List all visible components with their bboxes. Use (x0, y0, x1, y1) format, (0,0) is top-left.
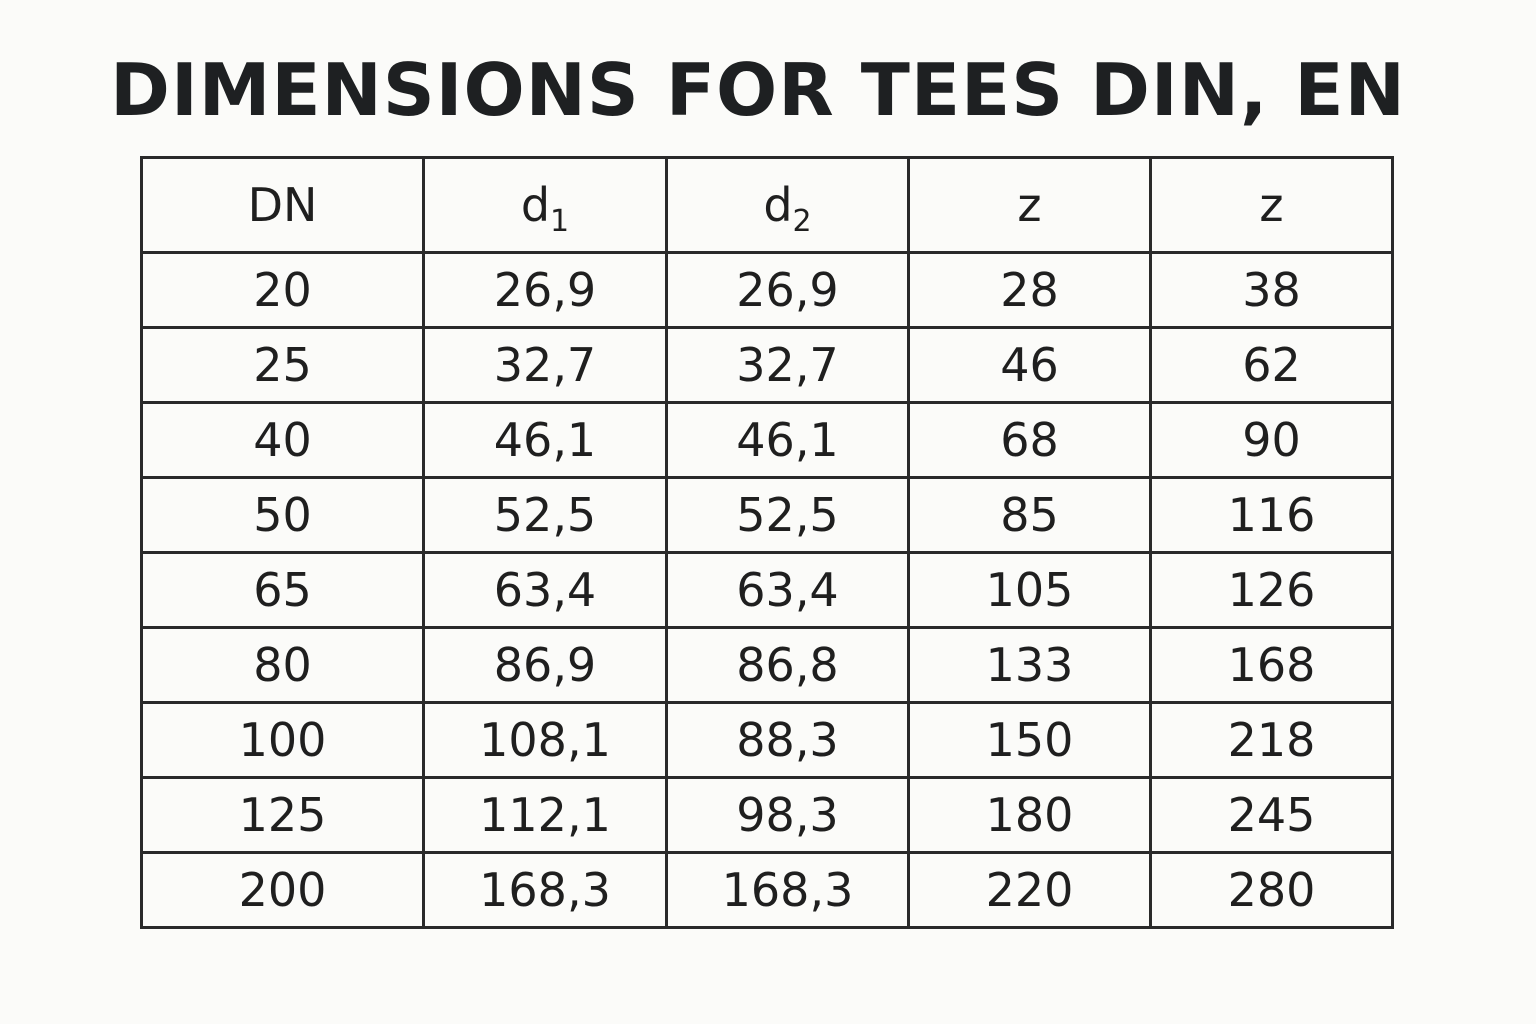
table-row (142, 553, 1393, 628)
cell-d1: 46,1 (424, 403, 667, 478)
dimensions-table-container (140, 156, 1394, 929)
cell-z-2: 245 (1151, 778, 1393, 853)
cell-d2: 46,1 (667, 403, 909, 478)
cell-d1: 108,1 (424, 703, 667, 778)
cell-z-2: 218 (1151, 703, 1393, 778)
cell-d1: 32,7 (424, 328, 667, 403)
table-row (142, 253, 1393, 328)
cell-d1: 112,1 (424, 778, 667, 853)
cell-dn: 25 (142, 328, 424, 403)
cell-d2: 63,4 (667, 553, 909, 628)
cell-dn: 65 (142, 553, 424, 628)
cell-dn: 50 (142, 478, 424, 553)
cell-dn: 40 (142, 403, 424, 478)
dimensions-table (140, 156, 1394, 929)
header-label: z (1017, 178, 1042, 232)
cell-dn: 200 (142, 853, 424, 928)
cell-z-2: 280 (1151, 853, 1393, 928)
cell-dn: 125 (142, 778, 424, 853)
cell-d2: 26,9 (667, 253, 909, 328)
header-z-2 (1151, 158, 1393, 253)
cell-z-1: 85 (909, 478, 1151, 553)
cell-d2: 98,3 (667, 778, 909, 853)
header-d2 (667, 158, 909, 253)
cell-z-1: 180 (909, 778, 1151, 853)
table-body (142, 253, 1393, 928)
cell-d1: 26,9 (424, 253, 667, 328)
cell-z-1: 150 (909, 703, 1151, 778)
table-row (142, 478, 1393, 553)
cell-z-2: 126 (1151, 553, 1393, 628)
cell-dn: 80 (142, 628, 424, 703)
cell-z-2: 62 (1151, 328, 1393, 403)
cell-z-2: 90 (1151, 403, 1393, 478)
header-subscript: 1 (550, 204, 570, 239)
cell-d2: 32,7 (667, 328, 909, 403)
cell-z-1: 28 (909, 253, 1151, 328)
page-title: DIMENSIONS FOR TEES DIN, EN (110, 48, 1406, 132)
cell-dn: 100 (142, 703, 424, 778)
table-header-row (142, 158, 1393, 253)
cell-z-1: 220 (909, 853, 1151, 928)
cell-z-2: 38 (1151, 253, 1393, 328)
cell-z-1: 105 (909, 553, 1151, 628)
cell-z-2: 116 (1151, 478, 1393, 553)
cell-dn: 20 (142, 253, 424, 328)
cell-d2: 88,3 (667, 703, 909, 778)
cell-z-1: 46 (909, 328, 1151, 403)
cell-z-1: 68 (909, 403, 1151, 478)
cell-d2: 168,3 (667, 853, 909, 928)
cell-d2: 52,5 (667, 478, 909, 553)
cell-d2: 86,8 (667, 628, 909, 703)
table-row (142, 403, 1393, 478)
cell-z-1: 133 (909, 628, 1151, 703)
cell-d1: 86,9 (424, 628, 667, 703)
table-row (142, 703, 1393, 778)
table-row (142, 853, 1393, 928)
cell-d1: 52,5 (424, 478, 667, 553)
header-label: d (763, 178, 793, 232)
header-subscript: 2 (792, 204, 812, 239)
header-label: z (1259, 178, 1284, 232)
header-z-1 (909, 158, 1151, 253)
header-dn (142, 158, 424, 253)
header-d1 (424, 158, 667, 253)
table-row (142, 328, 1393, 403)
table-row (142, 778, 1393, 853)
cell-z-2: 168 (1151, 628, 1393, 703)
cell-d1: 168,3 (424, 853, 667, 928)
cell-d1: 63,4 (424, 553, 667, 628)
table-row (142, 628, 1393, 703)
header-label: d (520, 178, 551, 232)
header-label: DN (247, 178, 318, 232)
